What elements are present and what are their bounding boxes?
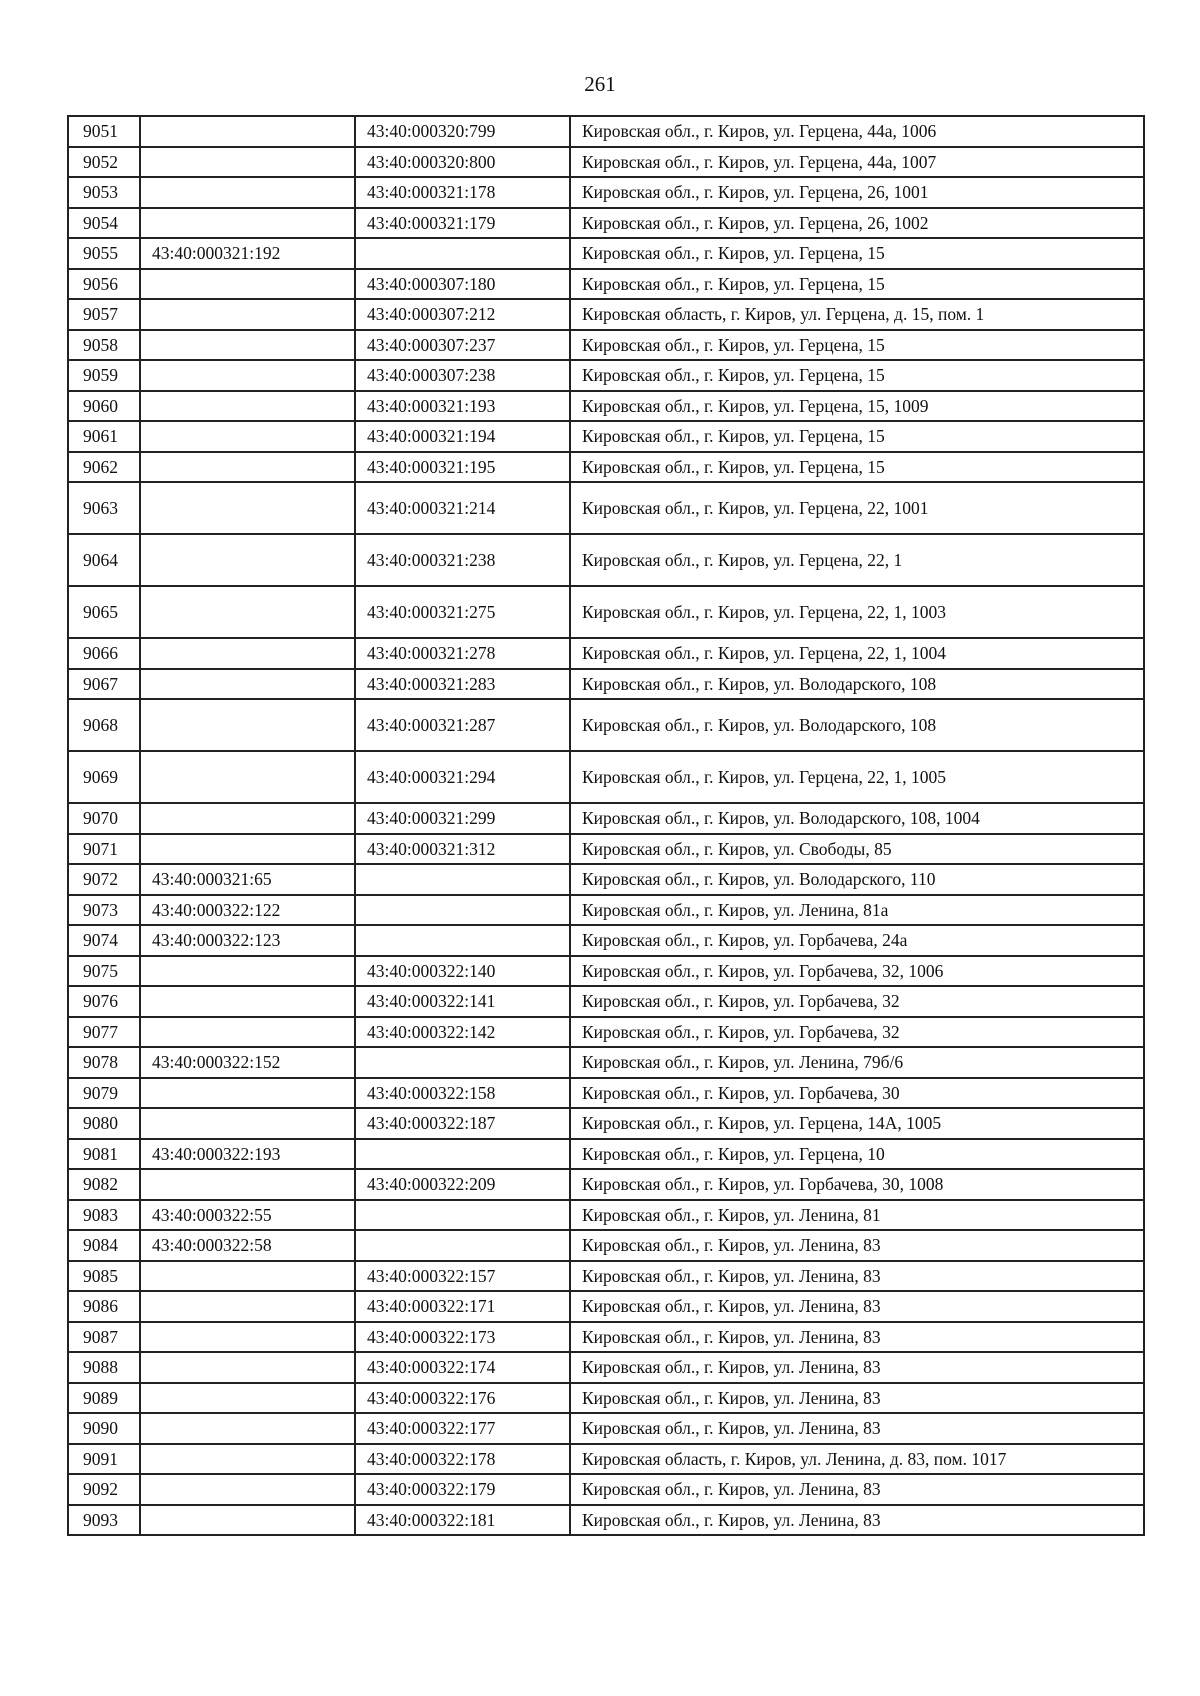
premises-cadastral-number-cell: 43:40:000322:174 (355, 1352, 570, 1383)
cadastral-number-cell (140, 1017, 355, 1048)
row-number-cell: 9075 (68, 956, 140, 987)
table-row (68, 147, 1144, 178)
premises-cadastral-number-cell: 43:40:000321:312 (355, 834, 570, 865)
table-row (68, 1169, 1144, 1200)
premises-cadastral-number-cell: 43:40:000322:209 (355, 1169, 570, 1200)
premises-cadastral-number-cell: 43:40:000322:141 (355, 986, 570, 1017)
premises-cadastral-number-cell: 43:40:000322:173 (355, 1322, 570, 1353)
address-cell: Кировская обл., г. Киров, ул. Ленина, 83 (570, 1352, 1144, 1383)
row-number-cell: 9090 (68, 1413, 140, 1444)
cadastral-number-cell (140, 391, 355, 422)
premises-cadastral-number-cell: 43:40:000322:181 (355, 1505, 570, 1536)
cadastral-number-cell (140, 699, 355, 751)
cadastral-number-cell (140, 1169, 355, 1200)
address-cell: Кировская обл., г. Киров, ул. Ленина, 83 (570, 1413, 1144, 1444)
table-row (68, 534, 1144, 586)
row-number-cell: 9067 (68, 669, 140, 700)
premises-cadastral-number-cell: 43:40:000321:179 (355, 208, 570, 239)
premises-cadastral-number-cell (355, 864, 570, 895)
cadastral-number-cell (140, 1413, 355, 1444)
row-number-cell: 9069 (68, 751, 140, 803)
table-row (68, 638, 1144, 669)
premises-cadastral-number-cell: 43:40:000321:214 (355, 482, 570, 534)
address-cell: Кировская обл., г. Киров, ул. Горбачева, 32 (570, 1017, 1144, 1048)
table-row (68, 421, 1144, 452)
row-number-cell: 9061 (68, 421, 140, 452)
row-number-cell: 9091 (68, 1444, 140, 1475)
premises-cadastral-number-cell: 43:40:000307:212 (355, 299, 570, 330)
table-row (68, 925, 1144, 956)
premises-cadastral-number-cell: 43:40:000321:238 (355, 534, 570, 586)
premises-cadastral-number-cell: 43:40:000307:180 (355, 269, 570, 300)
address-cell: Кировская обл., г. Киров, ул. Горбачева, 24а (570, 925, 1144, 956)
table-row (68, 360, 1144, 391)
cadastral-number-cell (140, 534, 355, 586)
premises-cadastral-number-cell: 43:40:000320:800 (355, 147, 570, 178)
address-cell: Кировская обл., г. Киров, ул. Герцена, 15 (570, 269, 1144, 300)
cadastral-number-cell: 43:40:000322:122 (140, 895, 355, 926)
cadastral-number-cell: 43:40:000322:123 (140, 925, 355, 956)
table-row (68, 238, 1144, 269)
row-number-cell: 9080 (68, 1108, 140, 1139)
table-row (68, 482, 1144, 534)
cadastral-number-cell: 43:40:000321:65 (140, 864, 355, 895)
address-cell: Кировская обл., г. Киров, ул. Ленина, 79б/6 (570, 1047, 1144, 1078)
row-number-cell: 9068 (68, 699, 140, 751)
cadastral-number-cell (140, 1474, 355, 1505)
row-number-cell: 9083 (68, 1200, 140, 1231)
row-number-cell: 9072 (68, 864, 140, 895)
address-cell: Кировская обл., г. Киров, ул. Ленина, 83 (570, 1230, 1144, 1261)
address-cell: Кировская обл., г. Киров, ул. Ленина, 83 (570, 1291, 1144, 1322)
row-number-cell: 9085 (68, 1261, 140, 1292)
table-row (68, 452, 1144, 483)
cadastral-number-cell (140, 330, 355, 361)
property-register-table (67, 115, 1145, 1536)
row-number-cell: 9086 (68, 1291, 140, 1322)
premises-cadastral-number-cell: 43:40:000321:275 (355, 586, 570, 638)
table-row (68, 1413, 1144, 1444)
address-cell: Кировская обл., г. Киров, ул. Герцена, 26, 1002 (570, 208, 1144, 239)
premises-cadastral-number-cell (355, 1139, 570, 1170)
address-cell: Кировская обл., г. Киров, ул. Герцена, 22, 1, 1003 (570, 586, 1144, 638)
address-cell: Кировская обл., г. Киров, ул. Володарского, 108, 1004 (570, 803, 1144, 834)
table-row (68, 751, 1144, 803)
address-cell: Кировская обл., г. Киров, ул. Ленина, 83 (570, 1322, 1144, 1353)
table-row (68, 1078, 1144, 1109)
premises-cadastral-number-cell: 43:40:000322:158 (355, 1078, 570, 1109)
address-cell: Кировская область, г. Киров, ул. Ленина, д. 83, пом. 1017 (570, 1444, 1144, 1475)
address-cell: Кировская область, г. Киров, ул. Герцена, д. 15, пом. 1 (570, 299, 1144, 330)
address-cell: Кировская обл., г. Киров, ул. Герцена, 22, 1, 1005 (570, 751, 1144, 803)
table-row (68, 1474, 1144, 1505)
table-row (68, 586, 1144, 638)
address-cell: Кировская обл., г. Киров, ул. Ленина, 83 (570, 1505, 1144, 1536)
row-number-cell: 9060 (68, 391, 140, 422)
cadastral-number-cell: 43:40:000322:55 (140, 1200, 355, 1231)
premises-cadastral-number-cell: 43:40:000322:171 (355, 1291, 570, 1322)
table-row (68, 699, 1144, 751)
table-row (68, 177, 1144, 208)
premises-cadastral-number-cell: 43:40:000321:193 (355, 391, 570, 422)
cadastral-number-cell: 43:40:000322:58 (140, 1230, 355, 1261)
table-row (68, 956, 1144, 987)
cadastral-number-cell (140, 586, 355, 638)
page-number: 261 (584, 72, 616, 96)
address-cell: Кировская обл., г. Киров, ул. Володарского, 108 (570, 669, 1144, 700)
row-number-cell: 9079 (68, 1078, 140, 1109)
premises-cadastral-number-cell: 43:40:000320:799 (355, 116, 570, 147)
address-cell: Кировская обл., г. Киров, ул. Герцена, 15 (570, 238, 1144, 269)
table-row (68, 1383, 1144, 1414)
premises-cadastral-number-cell (355, 238, 570, 269)
premises-cadastral-number-cell (355, 1230, 570, 1261)
row-number-cell: 9064 (68, 534, 140, 586)
cadastral-number-cell (140, 638, 355, 669)
table-row (68, 1291, 1144, 1322)
cadastral-number-cell (140, 147, 355, 178)
address-cell: Кировская обл., г. Киров, ул. Герцена, 22, 1001 (570, 482, 1144, 534)
row-number-cell: 9056 (68, 269, 140, 300)
cadastral-number-cell (140, 669, 355, 700)
table-row (68, 834, 1144, 865)
row-number-cell: 9052 (68, 147, 140, 178)
address-cell: Кировская обл., г. Киров, ул. Герцена, 14А, 1005 (570, 1108, 1144, 1139)
cadastral-number-cell (140, 482, 355, 534)
row-number-cell: 9058 (68, 330, 140, 361)
table-row (68, 864, 1144, 895)
cadastral-number-cell (140, 1261, 355, 1292)
row-number-cell: 9074 (68, 925, 140, 956)
premises-cadastral-number-cell (355, 895, 570, 926)
address-cell: Кировская обл., г. Киров, ул. Герцена, 15, 1009 (570, 391, 1144, 422)
premises-cadastral-number-cell: 43:40:000321:278 (355, 638, 570, 669)
register-table-body (68, 116, 1144, 1535)
row-number-cell: 9093 (68, 1505, 140, 1536)
table-row (68, 208, 1144, 239)
row-number-cell: 9087 (68, 1322, 140, 1353)
premises-cadastral-number-cell: 43:40:000307:238 (355, 360, 570, 391)
table-row (68, 391, 1144, 422)
cadastral-number-cell (140, 1108, 355, 1139)
cadastral-number-cell (140, 177, 355, 208)
table-row (68, 1230, 1144, 1261)
row-number-cell: 9088 (68, 1352, 140, 1383)
premises-cadastral-number-cell: 43:40:000321:299 (355, 803, 570, 834)
premises-cadastral-number-cell: 43:40:000321:178 (355, 177, 570, 208)
table-row (68, 895, 1144, 926)
address-cell: Кировская обл., г. Киров, ул. Ленина, 83 (570, 1261, 1144, 1292)
address-cell: Кировская обл., г. Киров, ул. Горбачева, 32 (570, 986, 1144, 1017)
table-row (68, 269, 1144, 300)
row-number-cell: 9071 (68, 834, 140, 865)
table-row (68, 1108, 1144, 1139)
premises-cadastral-number-cell (355, 1047, 570, 1078)
cadastral-number-cell (140, 1078, 355, 1109)
cadastral-number-cell: 43:40:000321:192 (140, 238, 355, 269)
table-row (68, 803, 1144, 834)
row-number-cell: 9051 (68, 116, 140, 147)
table-row (68, 1261, 1144, 1292)
row-number-cell: 9073 (68, 895, 140, 926)
premises-cadastral-number-cell (355, 1200, 570, 1231)
row-number-cell: 9070 (68, 803, 140, 834)
cadastral-number-cell (140, 208, 355, 239)
cadastral-number-cell (140, 1322, 355, 1353)
table-row (68, 1139, 1144, 1170)
row-number-cell: 9055 (68, 238, 140, 269)
table-row (68, 330, 1144, 361)
table-row (68, 1017, 1144, 1048)
row-number-cell: 9082 (68, 1169, 140, 1200)
table-row (68, 1352, 1144, 1383)
address-cell: Кировская обл., г. Киров, ул. Ленина, 81 (570, 1200, 1144, 1231)
cadastral-number-cell (140, 116, 355, 147)
address-cell: Кировская обл., г. Киров, ул. Горбачева, 32, 1006 (570, 956, 1144, 987)
row-number-cell: 9063 (68, 482, 140, 534)
address-cell: Кировская обл., г. Киров, ул. Герцена, 15 (570, 452, 1144, 483)
cadastral-number-cell (140, 803, 355, 834)
premises-cadastral-number-cell: 43:40:000321:283 (355, 669, 570, 700)
address-cell: Кировская обл., г. Киров, ул. Ленина, 83 (570, 1474, 1144, 1505)
address-cell: Кировская обл., г. Киров, ул. Ленина, 83 (570, 1383, 1144, 1414)
premises-cadastral-number-cell: 43:40:000321:195 (355, 452, 570, 483)
cadastral-number-cell: 43:40:000322:152 (140, 1047, 355, 1078)
row-number-cell: 9081 (68, 1139, 140, 1170)
address-cell: Кировская обл., г. Киров, ул. Горбачева, 30, 1008 (570, 1169, 1144, 1200)
premises-cadastral-number-cell: 43:40:000321:294 (355, 751, 570, 803)
premises-cadastral-number-cell: 43:40:000322:176 (355, 1383, 570, 1414)
cadastral-number-cell (140, 1352, 355, 1383)
row-number-cell: 9054 (68, 208, 140, 239)
cadastral-number-cell (140, 360, 355, 391)
cadastral-number-cell (140, 834, 355, 865)
cadastral-number-cell (140, 751, 355, 803)
row-number-cell: 9077 (68, 1017, 140, 1048)
premises-cadastral-number-cell: 43:40:000322:179 (355, 1474, 570, 1505)
address-cell: Кировская обл., г. Киров, ул. Герцена, 15 (570, 421, 1144, 452)
row-number-cell: 9076 (68, 986, 140, 1017)
table-row (68, 669, 1144, 700)
address-cell: Кировская обл., г. Киров, ул. Герцена, 10 (570, 1139, 1144, 1170)
address-cell: Кировская обл., г. Киров, ул. Володарского, 110 (570, 864, 1144, 895)
cadastral-number-cell (140, 1444, 355, 1475)
cadastral-number-cell (140, 1505, 355, 1536)
table-row (68, 299, 1144, 330)
cadastral-number-cell (140, 269, 355, 300)
table-row (68, 1047, 1144, 1078)
premises-cadastral-number-cell: 43:40:000322:157 (355, 1261, 570, 1292)
cadastral-number-cell (140, 1383, 355, 1414)
table-row (68, 116, 1144, 147)
premises-cadastral-number-cell: 43:40:000322:187 (355, 1108, 570, 1139)
premises-cadastral-number-cell: 43:40:000322:140 (355, 956, 570, 987)
cadastral-number-cell: 43:40:000322:193 (140, 1139, 355, 1170)
cadastral-number-cell (140, 299, 355, 330)
table-row (68, 1322, 1144, 1353)
premises-cadastral-number-cell: 43:40:000321:287 (355, 699, 570, 751)
row-number-cell: 9089 (68, 1383, 140, 1414)
row-number-cell: 9065 (68, 586, 140, 638)
cadastral-number-cell (140, 956, 355, 987)
address-cell: Кировская обл., г. Киров, ул. Герцена, 22, 1, 1004 (570, 638, 1144, 669)
row-number-cell: 9057 (68, 299, 140, 330)
address-cell: Кировская обл., г. Киров, ул. Горбачева, 30 (570, 1078, 1144, 1109)
premises-cadastral-number-cell: 43:40:000321:194 (355, 421, 570, 452)
address-cell: Кировская обл., г. Киров, ул. Свободы, 85 (570, 834, 1144, 865)
address-cell: Кировская обл., г. Киров, ул. Герцена, 15 (570, 330, 1144, 361)
table-row (68, 1505, 1144, 1536)
premises-cadastral-number-cell: 43:40:000322:142 (355, 1017, 570, 1048)
address-cell: Кировская обл., г. Киров, ул. Герцена, 44а, 1007 (570, 147, 1144, 178)
row-number-cell: 9059 (68, 360, 140, 391)
row-number-cell: 9078 (68, 1047, 140, 1078)
cadastral-number-cell (140, 986, 355, 1017)
address-cell: Кировская обл., г. Киров, ул. Герцена, 15 (570, 360, 1144, 391)
table-row (68, 986, 1144, 1017)
address-cell: Кировская обл., г. Киров, ул. Володарского, 108 (570, 699, 1144, 751)
cadastral-number-cell (140, 1291, 355, 1322)
address-cell: Кировская обл., г. Киров, ул. Герцена, 44а, 1006 (570, 116, 1144, 147)
table-row (68, 1444, 1144, 1475)
cadastral-number-cell (140, 421, 355, 452)
cadastral-number-cell (140, 452, 355, 483)
address-cell: Кировская обл., г. Киров, ул. Герцена, 22, 1 (570, 534, 1144, 586)
premises-cadastral-number-cell (355, 925, 570, 956)
row-number-cell: 9053 (68, 177, 140, 208)
premises-cadastral-number-cell: 43:40:000322:178 (355, 1444, 570, 1475)
address-cell: Кировская обл., г. Киров, ул. Ленина, 81а (570, 895, 1144, 926)
table-row (68, 1200, 1144, 1231)
address-cell: Кировская обл., г. Киров, ул. Герцена, 26, 1001 (570, 177, 1144, 208)
premises-cadastral-number-cell: 43:40:000322:177 (355, 1413, 570, 1444)
row-number-cell: 9084 (68, 1230, 140, 1261)
premises-cadastral-number-cell: 43:40:000307:237 (355, 330, 570, 361)
row-number-cell: 9092 (68, 1474, 140, 1505)
row-number-cell: 9066 (68, 638, 140, 669)
row-number-cell: 9062 (68, 452, 140, 483)
